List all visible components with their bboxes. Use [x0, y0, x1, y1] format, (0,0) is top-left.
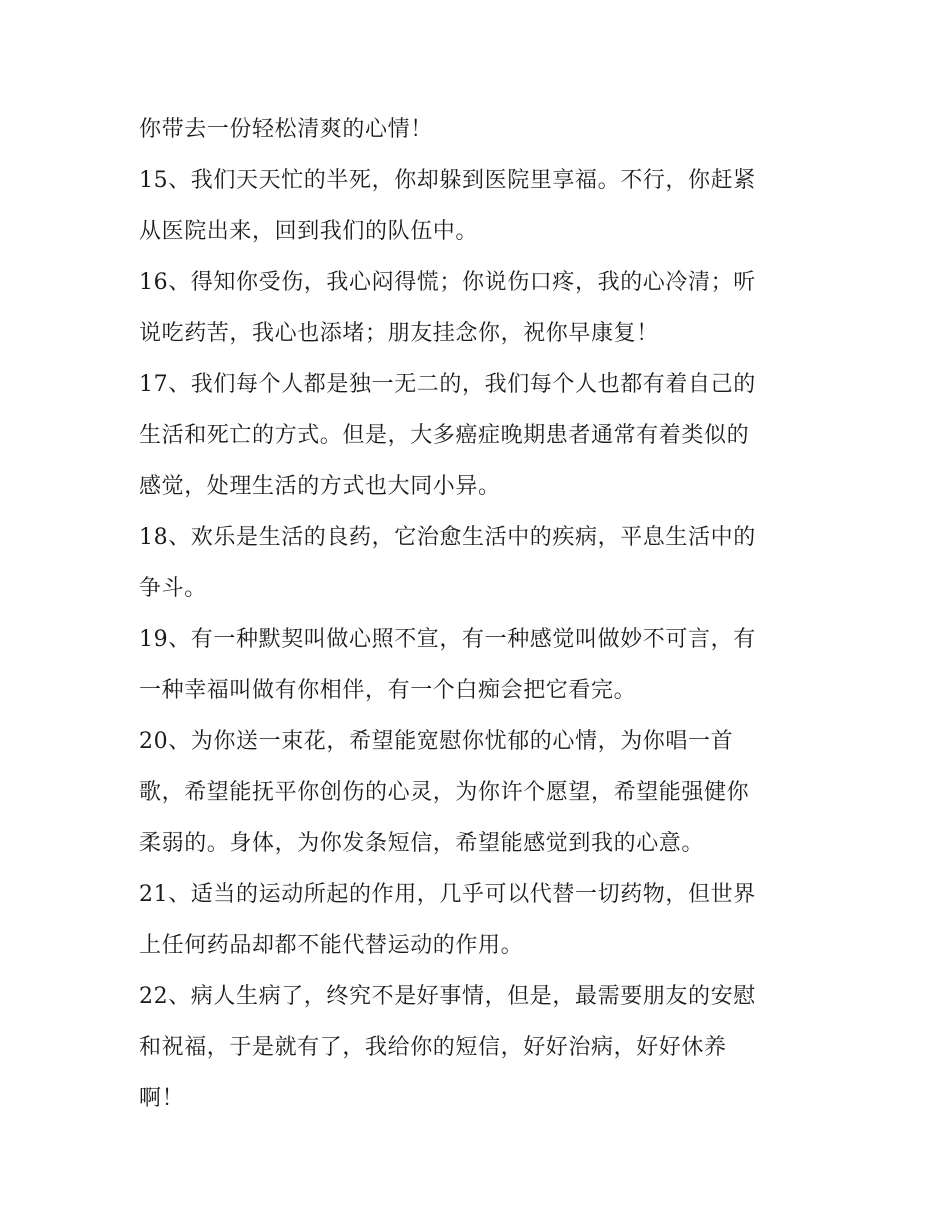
- text-line: 从医院出来，回到我们的队伍中。: [139, 219, 479, 244]
- text-line: 20、为你送一束花，希望能宽慰你忧郁的心情，为你唱一首: [139, 729, 734, 754]
- text-line: 啊！: [139, 1086, 185, 1111]
- text-line: 上任何药品却都不能代替运动的作用。: [139, 933, 524, 958]
- text-line: 生活和死亡的方式。但是，大多癌症晚期患者通常有着类似的: [139, 423, 750, 448]
- document-body: [139, 104, 819, 1124]
- text-line: 柔弱的。身体，为你发条短信，希望能感觉到我的心意。: [139, 831, 705, 856]
- text-line: 你带去一份轻松清爽的心情！: [139, 117, 433, 142]
- text-line: 歌，希望能抚平你创伤的心灵，为你许个愿望，希望能强健你: [139, 780, 750, 805]
- text-line: 18、欢乐是生活的良药，它治愈生活中的疾病，平息生活中的: [139, 525, 756, 550]
- text-line: 21、适当的运动所起的作用，几乎可以代替一切药物，但世界: [139, 882, 756, 907]
- text-line: 说吃药苦，我心也添堵；朋友挂念你，祝你早康复！: [139, 321, 659, 346]
- text-line: 19、有一种默契叫做心照不宣，有一种感觉叫做妙不可言，有: [139, 627, 756, 652]
- text-line: 17、我们每个人都是独一无二的，我们每个人也都有着自己的: [139, 372, 756, 397]
- text-line: 感觉，处理生活的方式也大同小异。: [139, 474, 501, 499]
- text-line: 一种幸福叫做有你相伴，有一个白痴会把它看完。: [139, 678, 637, 703]
- text-line: 和祝福，于是就有了，我给你的短信，好好治病，好好休养: [139, 1035, 727, 1060]
- text-line: 15、我们天天忙的半死，你却躲到医院里享福。不行，你赶紧: [139, 168, 756, 193]
- text-line: 争斗。: [139, 576, 207, 601]
- text-line: 22、病人生病了，终究不是好事情，但是，最需要朋友的安慰: [139, 984, 756, 1009]
- text-line: 16、得知你受伤，我心闷得慌；你说伤口疼，我的心冷清；听: [139, 270, 756, 295]
